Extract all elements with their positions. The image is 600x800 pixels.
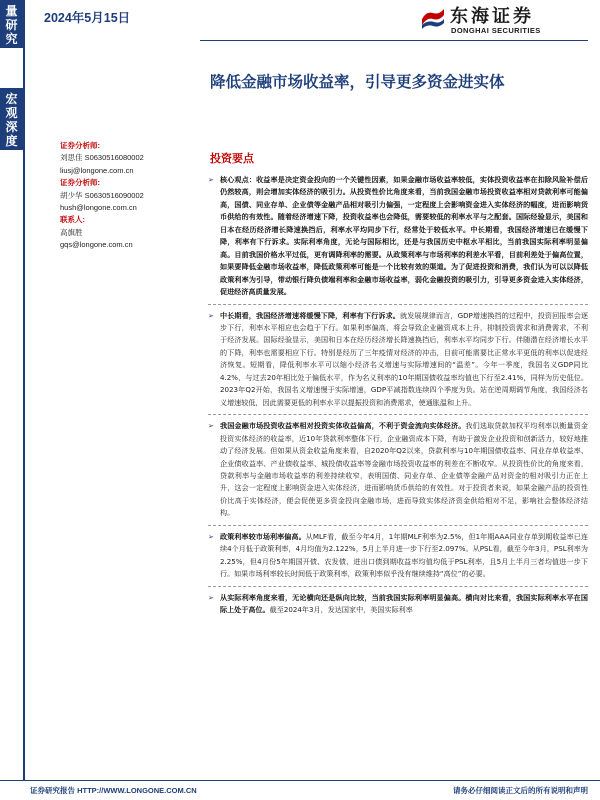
footer-disclaimer: 请务必仔细阅读正文后的所有说明和声明 — [453, 786, 588, 795]
report-category-tab: 量研究 — [0, 0, 23, 48]
key-point — [208, 592, 588, 622]
contact-email[interactable]: gqs@longone.com.cn — [60, 240, 133, 250]
report-date: 2024年5月15日 — [44, 11, 131, 25]
analyst-name: 胡少华 S0630516090002 — [60, 190, 144, 200]
footer-source[interactable]: 证券研究报告 HTTP://WWW.LONGONE.COM.CN — [30, 786, 197, 795]
analyst-name: 刘思佳 S0630516080002 — [60, 153, 144, 163]
report-title: 降低金融市场收益率，引导更多资金进实体 — [210, 73, 505, 91]
key-point-lead: 政策利率较市场利率偏高。 — [220, 531, 306, 541]
key-point-text: 就发展规律而言，GDP增速换挡的过程中，投资回报率会逐步下行，利率水平相应也会趋于下行。如果利率偏高，将会导致企业融资成本上升，抑制投资需求和消费需求，不利于经济发展。国际经验显示，美国和日本在经历经济增长降速换挡后，利率水平均同步下行。伴随潜在经济增长水平的下降，利率也需要相应下行。特别是经历了三年疫情对经济的冲击，目前可能需要比正常水平更低的利率以促进经济恢复。短期看，降低利率水平可以缩小经济名义增速与实际增速间的“温差”。今年一季度，我国名义GDP同比4.2%，与过去20年相比处于偏低水平，作为名义利率的10年期国债收益率均值也下行至2.41%，同样为历史低位。2023年Q2开始，我国名义增速慢于实际增速，GDP平减指数连续四个季度为负。站在逆周期调节角度，我国经济名义增速较低，因此需要更低的利率水平以提振投资和消费需求，使通胀温和上升。 — [220, 310, 588, 407]
analyst-email[interactable]: hush@longone.com.cn — [60, 203, 137, 213]
key-points — [208, 174, 588, 627]
brand-name-en: DONGHAI SECURITIES — [451, 26, 541, 35]
key-point-text: 截至2024年3月，发达国家中，美国实际利率 — [269, 605, 413, 615]
key-point-lead: 我国金融市场投资收益率相对投资实体收益偏高，不利于资金流向实体经济。 — [220, 421, 466, 431]
key-point — [208, 420, 588, 526]
key-point-lead: 从实际利率角度来看，无论横向还是纵向比较，当前我国实际利率明显偏高。横向对比来看，我国实际利率水平在国际上处于高位。 — [220, 592, 588, 615]
key-point-text: 从MLF看，截至今年4月，1年期MLF利率为2.5%，但1年期AAA同业存单到期收益率已连续4个月低于政策利率，4月均值为2.122%，5月上半月进一步下行至2.097%。从PSL看，截至今年3月，PSL利率为2.25%，但4月份5年期国开债、农发债、进出口债到期收益率均值均低于PSL利率，且5月上半月三者均值进一步下行。如果市场利率较长时间低于政策利率，政策利率似乎没有继续维持“高位”的必要。 — [220, 531, 588, 579]
footer-rule — [0, 780, 600, 781]
key-point-lead: 中长期看，我国经济增速将缓慢下降，利率有下行诉求。 — [220, 310, 400, 320]
brand-block — [420, 2, 588, 38]
analyst-info — [60, 140, 200, 252]
section-title: 投资要点 — [210, 152, 254, 165]
brand-name-cn: 东海证券 — [450, 6, 534, 27]
key-point — [208, 310, 588, 416]
header-rule — [200, 40, 588, 41]
key-point-lead: 核心观点：收益率是决定资金投向的一个关键性因素，如果金融市场收益率较低，实体投资收益率在扣除风险补偿后仍然较高，则会增加实体经济的吸引力。从投资性价比角度来看，当前我国金融市场投资收益率相对贷款利率可能偏高，国债、同业存单、企业债等金融产品相对吸引力偏强，一定程度上会影响资金进入实体经济的幅度，进而影响货币供给的有效性。随着经济增速下降，投资收益率也会降低，需要较低的利率水平与之配套。国际经验显示，美国和日本在经历经济增长降速换挡后，利率水平均同步下行，经常处于较低水平。中长期看，我国经济增速已在缓慢下降，利率有下行诉求。实际利率角度，无论与国际相比，还是与我国历史中枢水平相比，当前我国实际利率明显偏高。目前我国价格水平过低，更有调降利率的需要。从政策利率与市场利率的利差水平看，目前利差处于偏高位置，如果要降低金融市场收益率，降低政策利率可能是一个比较有效的渠道。为了促进投资和消费，我们认为可以以降低政策利率为引导，带动银行降负债端利率和金融市场收益率，弱化金融投资的吸引力，引导更多资金进入实体经济，促进经济高质量发展。 — [220, 175, 588, 297]
key-point — [208, 531, 588, 587]
brand-logo-icon — [420, 4, 446, 30]
contact-label: 联系人: — [60, 215, 85, 225]
key-point — [208, 174, 588, 305]
report-type-tab: 宏观深度 — [0, 88, 23, 150]
analyst-label: 证券分析师: — [60, 141, 100, 150]
key-point-text: 我们选取贷款加权平均利率以衡量资金投资实体经济的收益率，近10年贷款利率整体下行，企业融资成本下降，有助于激发企业投资和创新活力，较好地推动了经济发展。但如果从资金收益角度来看，自2020年Q2以来，贷款利率与10年期国债收益率、同业存单收益率、企业债收益率、产业债收益率、城投债收益率等金融市场投资收益率的利差在不断收窄。从投资性价比的角度来看，贷款利率与金融市场收益率的利差持续收窄，表明国债、同业存单、企业债等金融产品对资金的相对吸引力正在上升，这会一定程度上影响资金进入实体经济，进而影响货币供给的有效性。对于投资者来说，如果金融产品的投资性价比高于实体经济，便会促使更多资金投向金融市场，进而导致实体经济资金供给相对不足，影响社会整体经济结构。 — [220, 421, 589, 518]
analyst-email[interactable]: liusj@longone.com.cn — [60, 165, 134, 175]
analyst-label: 证券分析师: — [60, 178, 100, 188]
side-rule — [23, 0, 25, 780]
contact-name: 高旗胜 — [60, 227, 83, 237]
